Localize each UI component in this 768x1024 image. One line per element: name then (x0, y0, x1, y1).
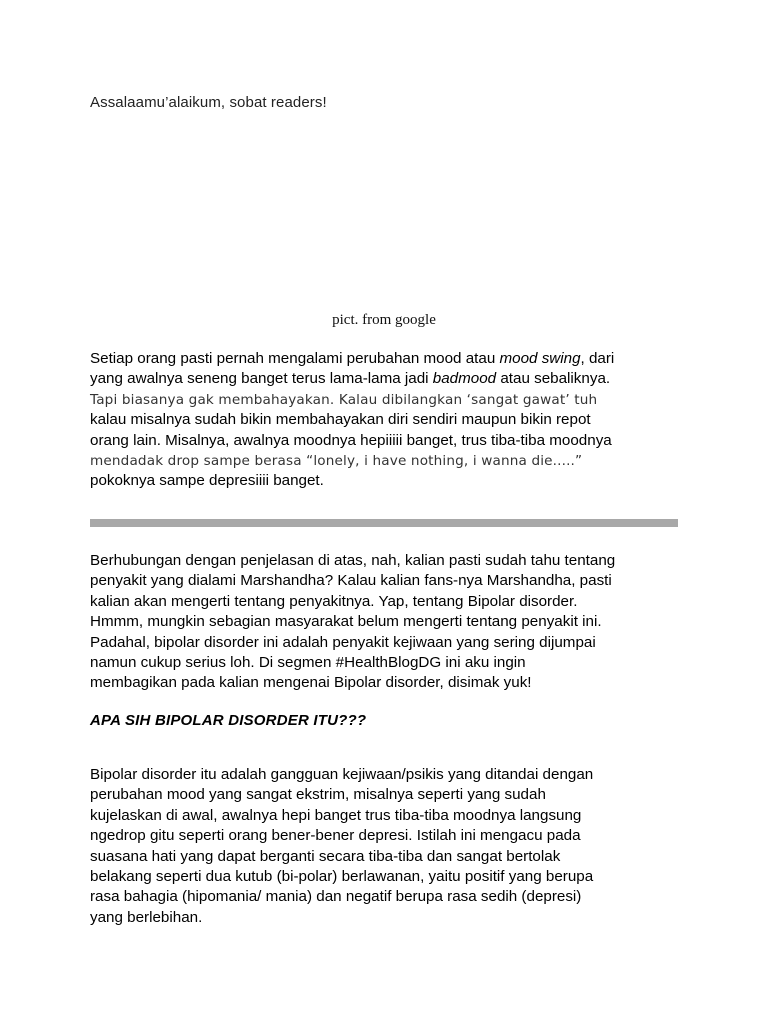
paragraph-line: orang lain. Misalnya, awalnya moodnya hepiiiii banget, trus tiba-tiba moodnya (90, 431, 612, 449)
paragraph-line: belakang seperti dua kutub (bi-polar) berlawanan, yaitu positif yang berupa (90, 868, 594, 886)
paragraph-line: penyakit yang dialami Marshandha? Kalau kalian fans-nya Marshandha, pasti (90, 572, 612, 590)
definition-paragraph (90, 765, 690, 928)
paragraph-line: membagikan pada kalian mengenai Bipolar disorder, disimak yuk! (90, 674, 532, 692)
paragraph-line: Hmmm, mungkin sebagian masyarakat belum mengerti tentang penyakit ini. (90, 613, 602, 631)
paragraph-line: kujelaskan di awal, awalnya hepi banget trus tiba-tiba moodnya langsung (90, 806, 582, 824)
greeting-text: Assalaamu’alaikum, sobat readers! (90, 94, 327, 111)
image-caption: pict. from google (332, 312, 436, 328)
emphasis-mood-swing: mood swing (499, 350, 581, 367)
paragraph-line: Padahal, bipolar disorder ini adalah penyakit kejiwaan yang sering dijumpai (90, 633, 596, 651)
paragraph-line: suasana hati yang dapat berganti secara tiba-tiba dan sangat bertolak (90, 847, 561, 865)
horizontal-divider (90, 519, 678, 527)
paragraph-line: perubahan mood yang sangat ekstrim, misalnya seperti yang sudah (90, 786, 546, 804)
section-heading: APA SIH BIPOLAR DISORDER ITU??? (90, 712, 367, 729)
paragraph-line: yang berlebihan. (90, 908, 203, 926)
emphasis-badmood: badmood (432, 370, 497, 388)
paragraph-line: ngedrop gitu seperti orang bener-bener depresi. Istilah ini mengacu pada (90, 827, 581, 845)
paragraph-line: kalian akan mengerti tentang penyakitnya. Yap, tentang Bipolar disorder. (90, 592, 578, 610)
paragraph-line: Berhubungan dengan penjelasan di atas, nah, kalian pasti sudah tahu tentang (90, 552, 616, 569)
paragraph-line: kalau misalnya sudah bikin membahayakan diri sendiri maupun bikin repot (90, 411, 591, 429)
paragraph-line: Tapi biasanya gak membahayakan. Kalau dibilangkan ‘sangat gawat’ tuh (90, 391, 598, 408)
paragraph-line: namun cukup serius loh. Di segmen #HealthBlogDG ini aku ingin (90, 654, 526, 672)
context-paragraph (90, 551, 690, 694)
paragraph-line: rasa bahagia (hipomania/ mania) dan negatif berupa rasa sedih (depresi) (90, 888, 582, 906)
paragraph-line: Bipolar disorder itu adalah gangguan kejiwaan/psikis yang ditandai dengan (90, 766, 594, 783)
paragraph-line: Setiap orang pasti pernah mengalami perubahan mood atau mood swing, dari (90, 350, 615, 367)
intro-paragraph (90, 349, 690, 492)
paragraph-line: pokoknya sampe depresiiii banget. (90, 472, 324, 490)
paragraph-line: yang awalnya seneng banget terus lama-lama jadi badmood atau sebaliknya. (90, 370, 611, 388)
paragraph-line: mendadak drop sampe berasa “lonely, i have nothing, i wanna die.....” (90, 453, 583, 470)
